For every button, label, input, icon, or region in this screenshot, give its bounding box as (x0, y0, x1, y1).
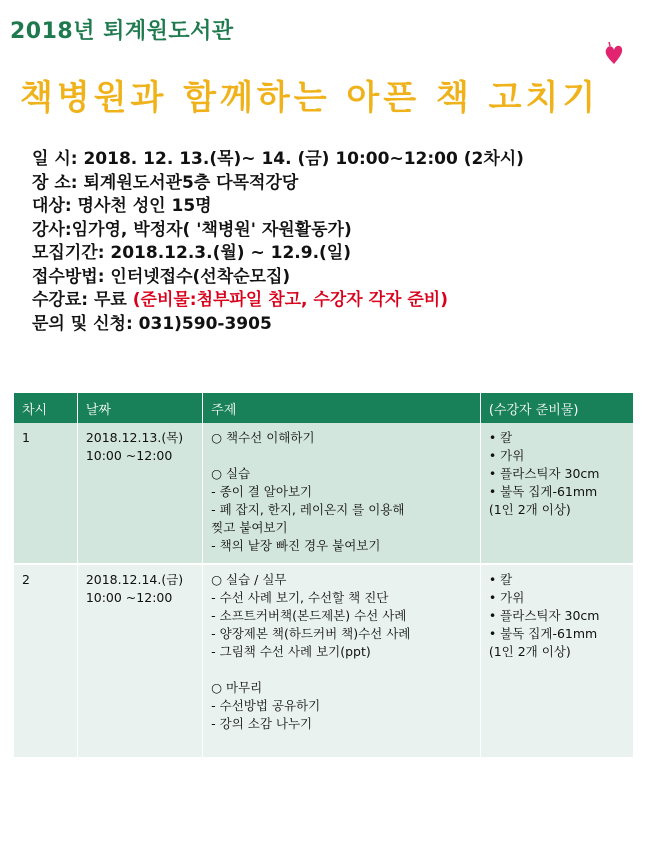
material-item: • 플라스틱자 30cm (488, 466, 600, 481)
header-topic: 주제 (203, 393, 481, 423)
schedule-table (14, 393, 634, 757)
header-materials: (수강자 준비물) (480, 393, 633, 423)
material-item: • 불독 집게-61mm (488, 626, 598, 641)
program-title: 책병원과 함께하는 아픈 책 고치기 (20, 78, 600, 118)
topic-cell (203, 564, 481, 757)
materials-cell (480, 423, 633, 564)
date-cell (77, 423, 202, 564)
heart-icon (604, 42, 624, 66)
info-date: 일 시: 2018. 12. 13.(목)~ 14. (금) 10:00~12:00 (2차시) (32, 149, 524, 169)
material-item: (1인 2개 이상) (488, 644, 571, 659)
topic-line: ○ 실습 (211, 466, 251, 481)
header-date: 날짜 (77, 393, 202, 423)
library-title: 2018년 퇴계원도서관 (10, 19, 234, 44)
topic-line: 찢고 붙여보기 (211, 520, 288, 535)
table-row (14, 564, 634, 757)
info-method: 접수방법: 인터넷접수(선착순모집) (32, 266, 291, 287)
material-item: • 가위 (488, 590, 525, 605)
topic-line: - 종이 결 알아보기 (211, 484, 313, 499)
info-place: 장 소: 퇴계원도서관5층 다목적강당 (32, 172, 299, 193)
date-text: 2018.12.13.(목) (85, 430, 184, 445)
materials-cell (480, 564, 633, 757)
topic-line: ○ 실습 / 실무 (211, 572, 287, 587)
topic-line: - 그림책 수선 사례 보기(ppt) (211, 644, 371, 659)
fee-label: 수강료: 무료 (32, 290, 133, 310)
material-item: • 불독 집게-61mm (488, 484, 598, 499)
topic-line: - 폐 잡지, 한지, 레이온지 를 이용해 (211, 502, 405, 517)
topic-line: - 소프트커버책(본드제본) 수선 사례 (211, 608, 407, 623)
topic-line: - 책의 낱장 빠진 경우 붙여보기 (211, 538, 381, 553)
session-cell: 2 (14, 564, 77, 757)
fee-note: (준비물:첨부파일 참고, 수강자 각자 준비) (132, 290, 448, 310)
topic-cell (203, 423, 481, 564)
topic-line: - 강의 소감 나누기 (211, 716, 313, 731)
info-recruit: 모집기간: 2018.12.3.(월) ~ 12.9.(일) (32, 243, 351, 263)
info-instructor: 강사:임가영, 박정자( '책병원' 자원활동가) (32, 219, 352, 240)
time-text: 10:00 ~12:00 (85, 590, 173, 605)
topic-line: - 양장제본 책(하드커버 책)수선 사례 (211, 626, 411, 641)
material-item: • 칼 (488, 430, 513, 445)
info-fee (32, 289, 524, 313)
info-target: 대상: 명사천 성인 15명 (32, 196, 212, 216)
material-item: • 플라스틱자 30cm (488, 608, 600, 623)
material-item: • 가위 (488, 448, 525, 463)
header-session: 차시 (14, 393, 77, 423)
session-cell: 1 (14, 423, 77, 564)
time-text: 10:00 ~12:00 (85, 448, 173, 463)
date-text: 2018.12.14.(금) (85, 572, 184, 587)
topic-line: - 수선 사례 보기, 수선할 책 진단 (211, 590, 389, 605)
date-cell (77, 564, 202, 757)
table-header-row (14, 393, 634, 423)
topic-line: ○ 책수선 이해하기 (211, 430, 315, 445)
topic-line: - 수선방법 공유하기 (211, 698, 321, 713)
material-item: (1인 2개 이상) (488, 502, 571, 517)
program-info (32, 148, 524, 336)
table-row (14, 423, 634, 564)
info-contact: 문의 및 신청: 031)590-3905 (32, 313, 272, 334)
material-item: • 칼 (488, 572, 513, 587)
topic-line: ○ 마무리 (211, 680, 263, 695)
